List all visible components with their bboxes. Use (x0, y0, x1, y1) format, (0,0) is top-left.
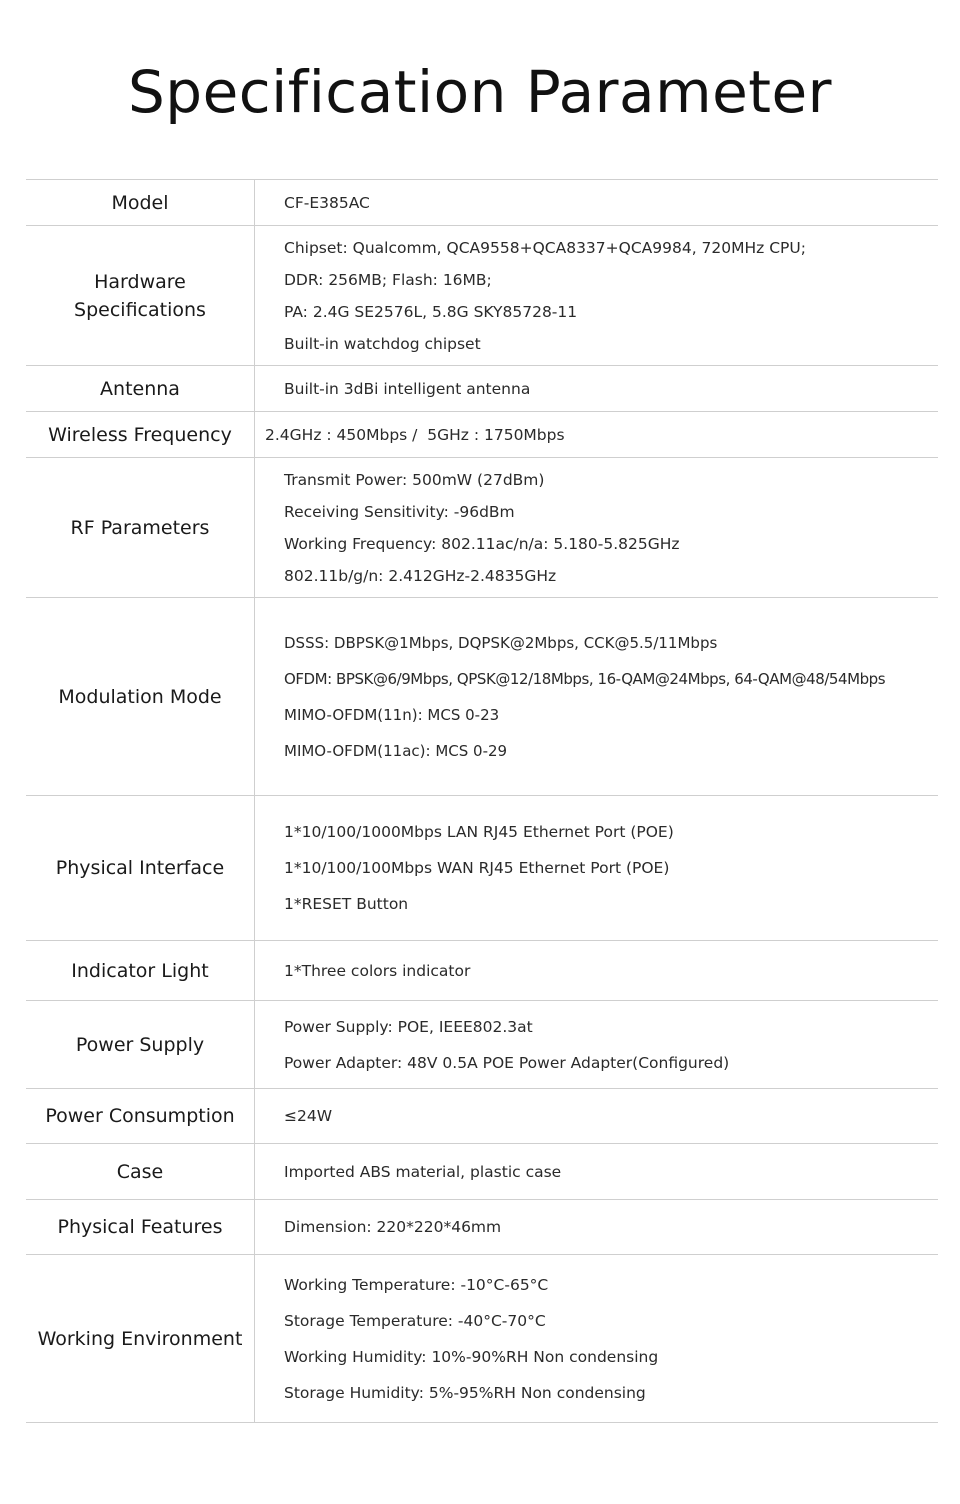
spec-row-physical-interface (26, 796, 938, 941)
spec-row-indicator-light (26, 941, 938, 1001)
spec-value-line: Transmit Power: 500mW (27dBm) (284, 470, 545, 489)
spec-row-physical-features (26, 1200, 938, 1255)
spec-table (26, 179, 938, 1423)
spec-value-line: Receiving Sensitivity: -96dBm (284, 502, 515, 521)
spec-value (255, 1089, 938, 1143)
spec-label (26, 226, 255, 365)
spec-label: Physical Interface (26, 796, 255, 940)
spec-label: Modulation Mode (26, 598, 255, 795)
spec-value (255, 1255, 938, 1422)
spec-value-line: MIMO-OFDM(11ac): MCS 0-29 (284, 741, 508, 760)
spec-label: Model (26, 180, 255, 225)
spec-value-line: Power Adapter: 48V 0.5A POE Power Adapter(Configured) (284, 1053, 730, 1072)
spec-label: Working Environment (26, 1255, 255, 1422)
spec-label-line: Hardware (94, 270, 186, 293)
spec-value (255, 1144, 938, 1199)
spec-row-hardware (26, 226, 938, 366)
spec-value-line: Imported ABS material, plastic case (284, 1162, 562, 1181)
spec-value-line: 1*10/100/1000Mbps LAN RJ45 Ethernet Port (POE) (284, 823, 674, 841)
spec-value-line: OFDM: BPSK@6/9Mbps, QPSK@12/18Mbps, 16-QAM@24Mbps, 64-QAM@48/54Mbps (284, 669, 886, 688)
spec-row-power-consumption (26, 1089, 938, 1144)
spec-value-line: ≤24W (284, 1107, 333, 1125)
spec-row-wireless-frequency (26, 412, 938, 458)
spec-label-line: Specifications (74, 298, 206, 321)
spec-row-case (26, 1144, 938, 1200)
spec-value-line: DDR: 256MB; Flash: 16MB; (284, 270, 492, 289)
spec-value-line: Storage Temperature: -40°C-70°C (284, 1311, 546, 1330)
spec-value-line: Working Temperature: -10°C-65°C (284, 1275, 549, 1294)
spec-value (255, 458, 938, 597)
spec-value-line: Working Humidity: 10%-90%RH Non condensing (284, 1347, 659, 1366)
spec-value-line: Storage Humidity: 5%-95%RH Non condensing (284, 1383, 646, 1402)
spec-value-line: Built-in watchdog chipset (284, 334, 481, 353)
spec-row-modulation-mode (26, 598, 938, 796)
spec-value-line: CF-E385AC (284, 193, 370, 212)
spec-value (255, 366, 938, 411)
spec-value (255, 1001, 938, 1088)
spec-value (255, 796, 938, 940)
spec-value-line: Power Supply: POE, IEEE802.3at (284, 1017, 533, 1036)
spec-label: Indicator Light (26, 941, 255, 1000)
spec-row-power-supply (26, 1001, 938, 1089)
spec-value-line: Built-in 3dBi intelligent antenna (284, 379, 531, 398)
spec-value (255, 226, 938, 365)
spec-value (255, 941, 938, 1000)
spec-value (255, 180, 938, 225)
spec-value (255, 598, 938, 795)
spec-value-line: MIMO-OFDM(11n): MCS 0-23 (284, 705, 500, 724)
spec-value-line: 2.4GHz : 450Mbps / 5GHz : 1750Mbps (265, 425, 565, 444)
spec-value (255, 1200, 938, 1254)
spec-value-line: 1*Three colors indicator (284, 961, 471, 980)
spec-label: Wireless Frequency (26, 412, 255, 457)
spec-value-line: 802.11b/g/n: 2.412GHz-2.4835GHz (284, 566, 557, 585)
spec-label: Case (26, 1144, 255, 1199)
page-title: Specification Parameter (127, 58, 833, 126)
spec-value-line: 1*10/100/100Mbps WAN RJ45 Ethernet Port (POE) (284, 859, 670, 877)
spec-label: RF Parameters (26, 458, 255, 597)
spec-value-line: 1*RESET Button (284, 895, 409, 913)
spec-row-rf-parameters (26, 458, 938, 598)
spec-value-line: Working Frequency: 802.11ac/n/a: 5.180-5.825GHz (284, 534, 680, 553)
spec-label: Physical Features (26, 1200, 255, 1254)
spec-label: Power Consumption (26, 1089, 255, 1143)
spec-value-line: PA: 2.4G SE2576L, 5.8G SKY85728-11 (284, 302, 578, 321)
spec-value-line: DSSS: DBPSK@1Mbps, DQPSK@2Mbps, CCK@5.5/11Mbps (284, 633, 718, 652)
spec-value (255, 412, 938, 457)
spec-value-line: Dimension: 220*220*46mm (284, 1218, 502, 1236)
spec-row-working-environment (26, 1255, 938, 1423)
spec-label: Antenna (26, 366, 255, 411)
spec-row-antenna (26, 366, 938, 412)
spec-row-model (26, 180, 938, 226)
spec-label: Power Supply (26, 1001, 255, 1088)
spec-value-line: Chipset: Qualcomm, QCA9558+QCA8337+QCA9984, 720MHz CPU; (284, 238, 806, 257)
